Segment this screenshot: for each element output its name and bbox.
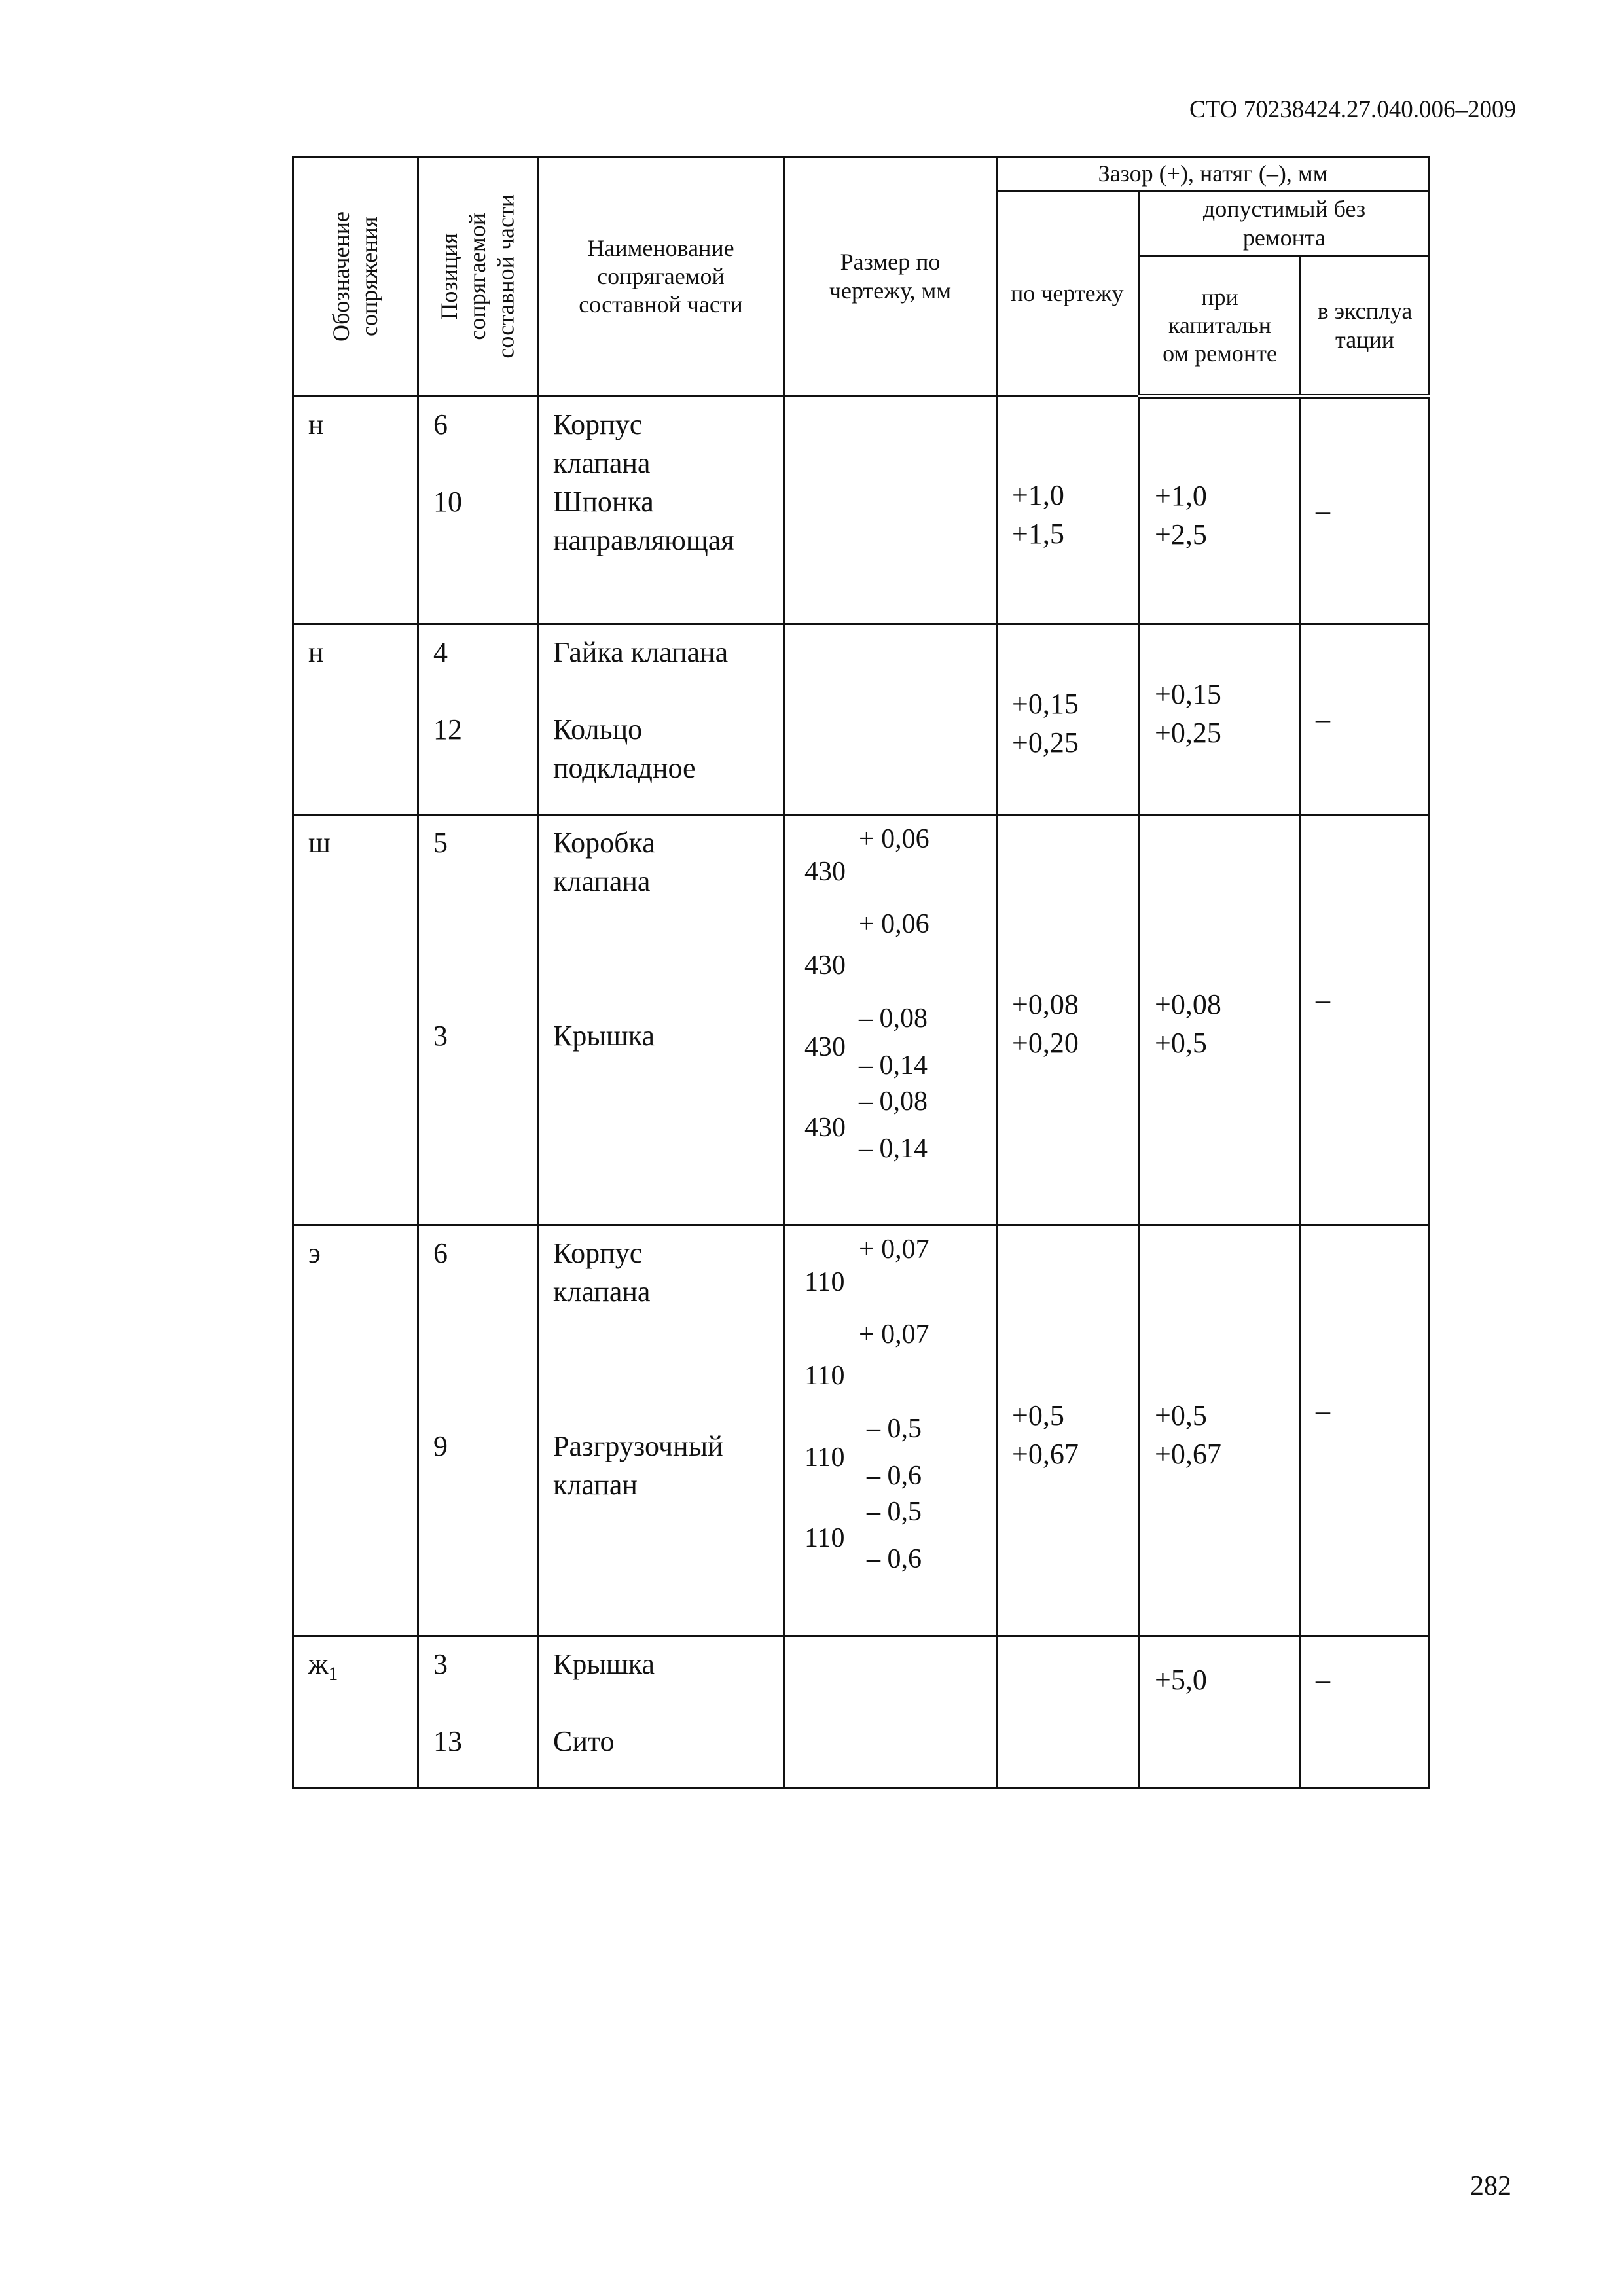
drawing-gap-cell: +1,0 +1,5 <box>997 397 1140 624</box>
header-size: Размер по чертежу, мм <box>784 157 997 397</box>
position-cell: 3 13 <box>418 1636 538 1788</box>
size-cell <box>784 815 997 1225</box>
name-cell: Коробка клапана Крышка <box>538 815 784 1225</box>
header-operation: в эксплуа тации <box>1301 257 1430 397</box>
drawing-gap-cell: +0,08 +0,20 <box>997 815 1140 1225</box>
size-cell <box>784 1636 997 1788</box>
table-row <box>293 1636 1430 1788</box>
header-capital-repair: при капитальн ом ремонте <box>1140 257 1301 397</box>
position-cell: 6 9 <box>418 1225 538 1636</box>
position-cell: 5 3 <box>418 815 538 1225</box>
size-cell <box>784 397 997 624</box>
size-tolerance: 110 – 0,5 – 0,6 <box>804 1497 922 1574</box>
operation-cell: – <box>1301 1636 1430 1788</box>
designation-cell: ш <box>293 815 418 1225</box>
position-cell: 4 12 <box>418 624 538 815</box>
size-tolerance: 430 – 0,08 – 0,14 <box>804 1086 928 1164</box>
header-gap-group: Зазор (+), натяг (–), мм <box>997 157 1430 191</box>
size-cell <box>784 624 997 815</box>
drawing-gap-cell <box>997 1636 1140 1788</box>
header-allowed-group: допустимый без ремонта <box>1140 191 1430 257</box>
drawing-gap-cell: +0,15 +0,25 <box>997 624 1140 815</box>
size-tolerance: 430 + 0,06 <box>804 824 929 888</box>
table-row <box>293 624 1430 815</box>
size-tolerance: 430 + 0,06 <box>804 909 929 981</box>
operation-cell: – <box>1301 1225 1430 1636</box>
capital-gap-cell: +0,5 +0,67 <box>1140 1225 1301 1636</box>
header-designation: Обозначение сопряжения <box>293 157 418 397</box>
capital-gap-cell: +0,15 +0,25 <box>1140 624 1301 815</box>
header-name: Наименование сопрягаемой составной части <box>538 157 784 397</box>
name-cell: Крышка Сито <box>538 1636 784 1788</box>
size-tolerance: 430 – 0,08 – 0,14 <box>804 1003 928 1081</box>
name-cell: Корпус клапана Шпонка направляющая <box>538 397 784 624</box>
mating-parts-table <box>292 156 1430 1789</box>
size-cell <box>784 1225 997 1636</box>
drawing-gap-cell: +0,5 +0,67 <box>997 1225 1140 1636</box>
designation-cell: н <box>293 624 418 815</box>
size-tolerance: 110 – 0,5 – 0,6 <box>804 1414 922 1491</box>
page-number: 282 <box>1470 2171 1511 2201</box>
capital-gap-cell: +1,0 +2,5 <box>1140 397 1301 624</box>
table-row <box>293 815 1430 1225</box>
operation-cell: – <box>1301 815 1430 1225</box>
table-row <box>293 397 1430 624</box>
name-cell: Корпус клапана Разгрузочный клапан <box>538 1225 784 1636</box>
size-tolerance: 110 + 0,07 <box>804 1319 929 1391</box>
size-tolerance: 110 + 0,07 <box>804 1234 929 1298</box>
position-cell: 6 10 <box>418 397 538 624</box>
table-row <box>293 1225 1430 1636</box>
capital-gap-cell: +5,0 <box>1140 1636 1301 1788</box>
designation-cell: $ж_1$ <box>293 1636 418 1788</box>
name-cell: Гайка клапана Кольцо подкладное <box>538 624 784 815</box>
operation-cell: – <box>1301 397 1430 624</box>
designation-cell: э <box>293 1225 418 1636</box>
capital-gap-cell: +0,08 +0,5 <box>1140 815 1301 1225</box>
header-position: Позиция сопрягаемой составной части <box>418 157 538 397</box>
header-by-drawing: по чертежу <box>997 191 1140 397</box>
document-code: СТО 70238424.27.040.006–2009 <box>1189 96 1516 123</box>
designation-cell: н <box>293 397 418 624</box>
operation-cell: – <box>1301 624 1430 815</box>
